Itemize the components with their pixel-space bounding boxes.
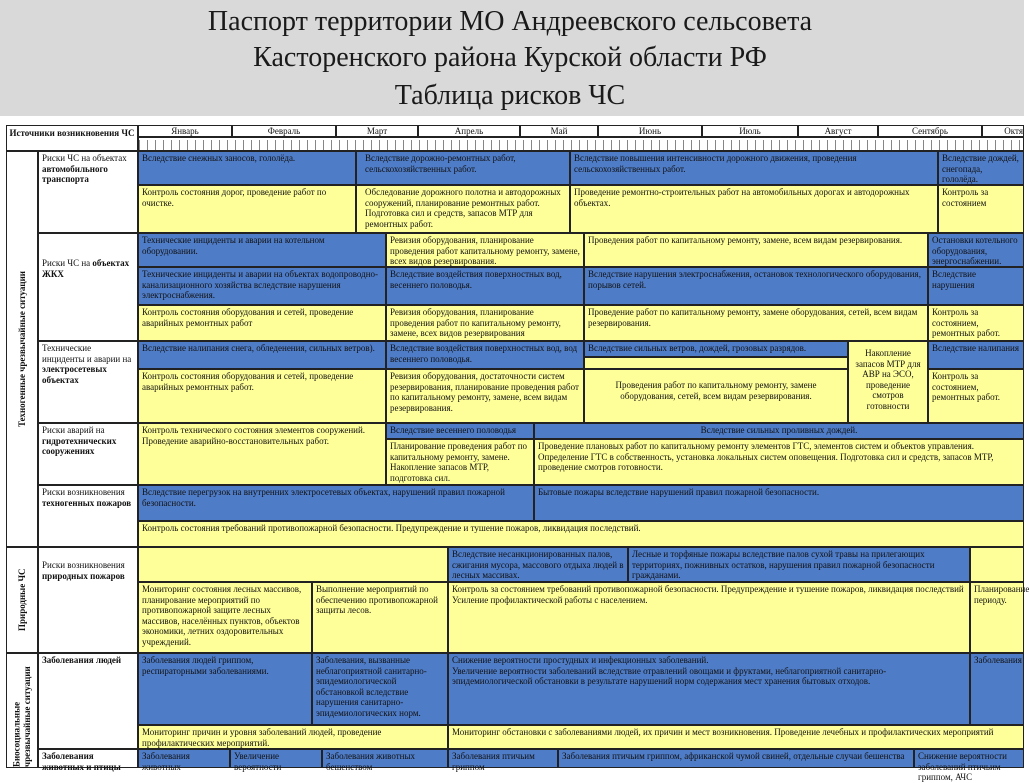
people-r1-c4: Заболевания [970, 653, 1024, 725]
group-technogenic: Техногенные чрезвычайные ситуации [6, 151, 38, 547]
row-label-animals: Заболевания животных и птицы [38, 749, 138, 768]
auto-r1-c4: Вследствие дождей, снегопада, гололёда. [938, 151, 1024, 185]
natfire-r1-empty [138, 547, 448, 582]
day-scale [138, 137, 1024, 151]
row-label-zhkh: Риски ЧС на объектах ЖКХ [38, 233, 138, 341]
people-r1-c3: Снижение вероятности простудных и инфекционных заболеваний. Увеличение вероятности заболеваний вследствие отравлений овощами и фруктами, неблагоприятной санитарно-эпидемиологической обстановки в результате нарушений норм содержания мест хранения бытовых отходов. [448, 653, 970, 725]
hydro-r2-c2: Планирование проведения работ по капитальному ремонту, замене. Накопление запасов МТР, подготовка сил. [386, 439, 534, 485]
zhkh-r3-c3: Проведение работ по капитальному ремонту, замене оборудования, сетей, всем видам резервирования. [584, 305, 928, 341]
natfire-r1-c1: Вследствие несанкционированных палов, сжигания мусора, массового отдыха людей в лесных массивах. [448, 547, 628, 582]
title-area [0, 0, 1024, 116]
page-title-line-2: Касторенского района Курской области РФ [253, 42, 767, 73]
zhkh-r1-c1: Технические инциденты и аварии на котельном оборудовании. [138, 233, 386, 267]
risk-table [0, 116, 1029, 782]
group-natural: Природные ЧС [6, 547, 38, 653]
auto-r2-c4: Контроль за состоянием [938, 185, 1024, 233]
header-source: Источники возникновения ЧС [6, 125, 138, 151]
elec-r1-c3: Вследствие сильных ветров, дождей, грозовых разрядов. [584, 341, 848, 357]
auto-r2-c1: Контроль состояния дорог, проведение работ по очистке. [138, 185, 356, 233]
animals-c6: Снижение вероятности заболеваний птичьим гриппом, АЧС [914, 749, 1024, 768]
people-r2-c2: Мониторинг обстановки с заболеваниями людей, их причин и мест возникновения. Проведение лечебных и профилактических мероприятий [448, 725, 1024, 749]
zhkh-r2-c3: Вследствие нарушения электроснабжения, остановок технологического оборудования, порывов сетей. [584, 267, 928, 305]
natfire-r2-c4: Планирование периоду. [970, 582, 1024, 653]
animals-c3: Заболевания животных бешенством [322, 749, 448, 768]
animals-c2: Увеличение вероятности [230, 749, 322, 768]
elec-r2-c4: Контроль за состоянием, ремонтных работ. [928, 369, 1024, 423]
row-label-people: Заболевания людей [38, 653, 138, 749]
elec-r2-c1: Контроль состояния оборудования и сетей, проведение аварийных ремонтных работ. [138, 369, 386, 423]
zhkh-r1-c4: Остановки котельного оборудования, энергоснабжении. [928, 233, 1024, 267]
elec-r1-c3-fill [584, 357, 848, 369]
zhkh-r3-c4: Контроль за состоянием, ремонтных работ. [928, 305, 1024, 341]
month-sep: Сентябрь [878, 125, 982, 137]
zhkh-r2-c2: Вследствие воздействия поверхностных вод, весеннего половодья. [386, 267, 584, 305]
zhkh-r3-c1: Контроль состояния оборудования и сетей, проведение аварийных ремонтных работ [138, 305, 386, 341]
row-label-auto: Риски ЧС на объектах автомобильного транспорта [38, 151, 138, 233]
row-label-natfire: Риски возникновения природных пожаров [38, 547, 138, 653]
month-jan: Январь [138, 125, 232, 137]
fire-r1-c1: Вследствие перегрузок на внутренних электросетевых объектах, нарушений правил пожарной безопасности. [138, 485, 534, 521]
row-label-fire: Риски возникновения техногенных пожаров [38, 485, 138, 547]
month-oct: Октя [982, 125, 1024, 137]
page-title-line-3: Таблица рисков ЧС [394, 80, 626, 111]
animals-c1: Заболевания животных [138, 749, 230, 768]
auto-r1-c3: Вследствие повышения интенсивности дорожного движения, проведения сельскохозяйственных работ. [570, 151, 938, 185]
natfire-r1-end [970, 547, 1024, 582]
page-title-line-1: Паспорт территории МО Андреевского сельсовета [207, 6, 813, 37]
natfire-r1-c2: Лесные и торфяные пожары вследствие палов сухой травы на прилегающих территориях, пожнивных остатков, нарушения правил пожарной безопасности гражданами. [628, 547, 970, 582]
natfire-r2-c1: Мониторинг состояния лесных массивов, планирование мероприятий по противопожарной защите лесных массивов, населённых пунктов, объектов экономики, летних оздоровительных учреждений. [138, 582, 312, 653]
month-jun: Июнь [598, 125, 702, 137]
hydro-r2-c3: Проведение плановых работ по капитальному ремонту элементов ГТС, элементов систем и объектов управления. Определение ГТС в собственность, установка локальных систем оповещения. Подготовка сил и средств, запасов МТР, проведение смотров готовности. [534, 439, 1024, 485]
elec-r1-c2: Вследствие воздействия поверхностных вод, вод весеннего половодья. [386, 341, 584, 369]
natfire-r2-c3: Контроль за состоянием требований противопожарной безопасности. Предупреждение и тушение пожаров, ликвидация последствий Усиление профилактической работы с населением. [448, 582, 970, 653]
zhkh-r2-c1: Технические инциденты и аварии на объектах водопроводно-канализационного хозяйства вследствие нарушения электроснабжения. [138, 267, 386, 305]
month-apr: Апрель [418, 125, 520, 137]
zhkh-r2-c4: Вследствие нарушения [928, 267, 1024, 305]
group-biosocial: Биосоциальные чрезвычайные ситуации [6, 653, 38, 768]
auto-r2-c3: Проведение ремонтно-строительных работ на автомобильных дорогах и автодорожных объектах. [570, 185, 938, 233]
month-feb: Февраль [232, 125, 336, 137]
auto-r2-c2: Обследование дорожного полотна и автодорожных сооружений, планирование ремонтных работ. Подготовка сил и средств, запасов МТР для ремонтных работ. [356, 185, 570, 233]
auto-r1-c1: Вследствие снежных заносов, гололёда. [138, 151, 356, 185]
people-r2-c1: Мониторинг причин и уровня заболеваний людей, проведение профилактических мероприятий. [138, 725, 448, 749]
auto-r1-c2: Вследствие дорожно-ремонтных работ, сельскохозяйственных работ. [356, 151, 570, 185]
natfire-r2-c2: Выполнение мероприятий по обеспечению противопожарной защиты лесов. [312, 582, 448, 653]
animals-c4: Заболевания птичьим гриппом [448, 749, 558, 768]
zhkh-r3-c2: Ревизия оборудования, планирование проведения работ по капитальному ремонту, замене, всех видов резервирования [386, 305, 584, 341]
hydro-r1-c2: Вследствие весеннего половодья [386, 423, 534, 439]
month-may: Май [520, 125, 598, 137]
elec-r2-c3: Проведения работ по капитальному ремонту, замене оборудования, сетей, всем видам резервирования. [584, 369, 848, 423]
hydro-r1-c3: Вследствие сильных проливных дождей. [534, 423, 1024, 439]
elec-r1-c4: Накопление запасов МТР для АВР на ЭСО, проведение смотров готовности [848, 341, 928, 423]
zhkh-r1-c2: Ревизия оборудования, планирование проведения работ капитальному ремонту, замене, всех видов резервирования. [386, 233, 584, 267]
elec-r1-c1: Вследствие налипания снега, обледенения, сильных ветров). [138, 341, 386, 369]
month-aug: Август [798, 125, 878, 137]
elec-r2-c2: Ревизия оборудования, достаточности систем резервирования, планирование проведения работ по капитальному ремонту, замене, всем видам резервирования. [386, 369, 584, 423]
people-r1-c2: Заболевания, вызванные неблагоприятной санитарно-эпидемиологической обстановкой вследствие нарушения санитарно-эпидемиологических норм. [312, 653, 448, 725]
people-r1-c1: Заболевания людей гриппом, респираторными заболеваниями. [138, 653, 312, 725]
month-mar: Март [336, 125, 418, 137]
row-label-elec: Технические инциденты и аварии на электросетевых объектах [38, 341, 138, 423]
elec-r1-c5: Вследствие налипания [928, 341, 1024, 369]
zhkh-r1-c3: Проведения работ по капитальному ремонту, замене, всем видам резервирования. [584, 233, 928, 267]
animals-c5: Заболевания птичьим гриппом, африканской чумой свиней, отдельные случаи бешенства [558, 749, 914, 768]
row-label-hydro: Риски аварий на гидротехнических сооружениях [38, 423, 138, 485]
hydro-c1: Контроль технического состояния элементов сооружений. Проведение аварийно-восстановительных работ. [138, 423, 386, 485]
fire-r2-c1: Контроль состояния требований противопожарной безопасности. Предупреждение и тушение пожаров, ликвидация последствий. [138, 521, 1024, 547]
month-jul: Июль [702, 125, 798, 137]
fire-r1-c2: Бытовые пожары вследствие нарушений правил пожарной безопасности. [534, 485, 1024, 521]
